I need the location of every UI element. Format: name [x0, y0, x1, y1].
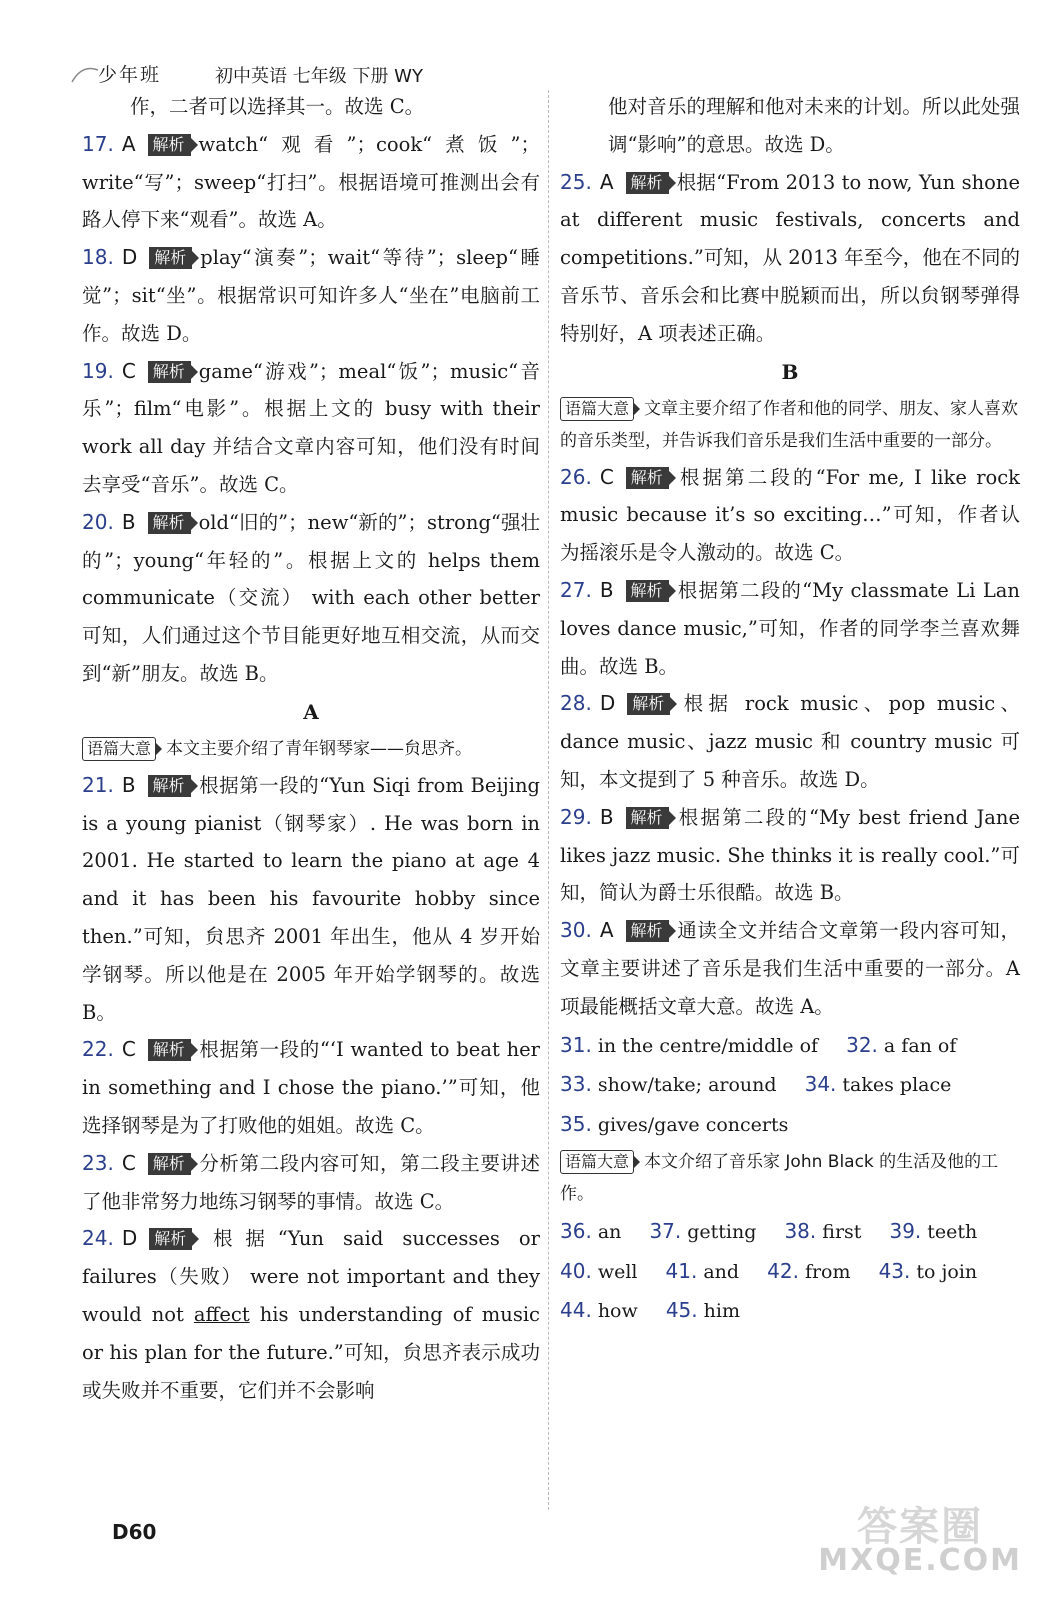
fill-row-44-45: 44. how 45. him — [560, 1298, 740, 1323]
answer-22: 22. C 解析 根据第一段的“‘I wanted to beat her in something and I chose the piano.’”可知，他选择钢琴是为了打败他的姐姐。故选 C。 — [82, 1037, 540, 1137]
brand-name: 少年班 — [98, 64, 162, 86]
answer-17: 17. A 解析 watch“观看”；cook“煮饭”；write“写”；sweep“打扫”。根据语境可推测出会有路人停下来“观看”。故选 A。 — [82, 131, 540, 232]
answer-26: 26. C 解析 根据第二段的“For me, I like rock music because it’s so exciting…”可知，作者认为摇滚乐是令人激动的。故选 C。 — [560, 464, 1020, 565]
watermark: 答案圈 MXQE.COM — [818, 1504, 1022, 1578]
fill-row-40-43: 40. well 41. and 42. from 43. to join — [560, 1258, 978, 1283]
continuation-text: 他对音乐的理解和他对未来的计划。所以此处强调“影响”的意思。故选 D。 — [608, 95, 1020, 156]
analysis-tag: 解析 — [626, 172, 669, 194]
analysis-tag: 解析 — [148, 1153, 191, 1175]
analysis-tag: 解析 — [149, 1228, 192, 1250]
left-column — [82, 88, 540, 1409]
section-heading-b: B — [781, 359, 799, 384]
analysis-tag: 解析 — [148, 775, 191, 797]
fill-row-31-32: 31. in the centre/middle of 32. a fan of — [560, 1032, 957, 1057]
analysis-tag: 解析 — [148, 361, 191, 383]
page-number: D60 — [112, 1520, 157, 1544]
analysis-tag: 解析 — [148, 134, 191, 156]
right-column — [560, 88, 1020, 1331]
page-header — [70, 60, 570, 90]
summary-tag: 语篇大意 — [82, 737, 156, 761]
header-swoosh-icon — [70, 60, 100, 88]
answer-23: 23. C 解析 分析第二段内容可知，第二段主要讲述了他非常努力地练习钢琴的事情。故选 C。 — [82, 1150, 540, 1213]
analysis-tag: 解析 — [149, 247, 192, 269]
summary-b: 语篇大意 文章主要介绍了作者和他的同学、朋友、家人喜欢的音乐类型，并告诉我们音乐是我们生活中重要的一部分。 — [560, 398, 1019, 451]
underlined-word: affect — [193, 1302, 250, 1326]
answer-27: 27. B 解析 根据第二段的“My classmate Li Lan loves dance music,”可知，作者的同学李兰喜欢舞曲。故选 B。 — [560, 577, 1020, 678]
summary-tag: 语篇大意 — [560, 397, 634, 421]
answer-30: 30. A 解析 通读全文并结合文章第一段内容可知，文章主要讲述了音乐是我们生活中重要的一部分。A 项最能概括文章大意。故选 A。 — [560, 918, 1020, 1018]
summary-c: 语篇大意 本文介绍了音乐家 John Black 的生活及他的工作。 — [560, 1152, 999, 1205]
analysis-tag: 解析 — [626, 580, 669, 602]
summary-a: 语篇大意 本文主要介绍了青年钢琴家——贠思齐。 — [82, 733, 540, 765]
analysis-tag: 解析 — [626, 920, 669, 942]
answer-29: 29. B 解析 根据第二段的“My best friend Jane likes jazz music. She thinks it is really cool.”可知，简认为爵士乐很酷。故选 B。 — [560, 804, 1020, 905]
fill-row-33-34: 33. show/take; around 34. takes place — [560, 1072, 952, 1097]
answer-25: 25. A 解析 根据“From 2013 to now, Yun shone at different music festivals, concerts and competitions.”可知，从 2013 年至今，他在不同的音乐节、音乐会和比赛中脱颖而出，所以贠钢琴弹得特别好，A 项表述正确。 — [560, 169, 1020, 345]
section-heading-a: A — [303, 699, 319, 724]
fill-row-35: 35. gives/gave concerts — [560, 1111, 789, 1136]
analysis-tag: 解析 — [148, 1039, 191, 1061]
continuation-text: 作，二者可以选择其一。故选 C。 — [130, 95, 425, 118]
answer-19: 19. C 解析 game“游戏”；meal“饭”；music“音乐”；film“电影”。根据上文的 busy with their work all day 并结合文章内容可知，他们没有时间去享受“音乐”。故选 C。 — [82, 358, 540, 496]
analysis-tag: 解析 — [626, 807, 669, 829]
analysis-tag: 解析 — [627, 693, 670, 715]
answer-24: 24. D 解析 根据“Yun said successes or failures（失败） were not important and they would not affect his understanding of music or his plan for the future.”可知，贠思齐表示成功或失败并不重要，它们并不会影响 — [82, 1226, 540, 1402]
column-divider — [548, 90, 549, 1510]
answer-21: 21. B 解析 根据第一段的“Yun Siqi from Beijing is a young pianist（钢琴家）. He was born in 2001. He started to learn the piano at age 4 and it has been his favourite hobby since then.”可知，贠思齐 2001 年出生，他从 4 岁开始学钢琴。所以他是在 2005 年开始学钢琴的。故选 B。 — [82, 772, 540, 1024]
analysis-tag: 解析 — [626, 467, 669, 489]
book-subject: 初中英语 七年级 下册 WY — [215, 66, 423, 87]
answer-18: 18. D 解析 play“演奏”；wait“等待”；sleep“睡觉”；sit“坐”。根据常识可知许多人“坐在”电脑前工作。故选 D。 — [82, 245, 540, 345]
summary-tag: 语篇大意 — [560, 1150, 634, 1174]
fill-row-36-39: 36. an 37. getting 38. first 39. teeth — [560, 1219, 978, 1244]
answer-20: 20. B 解析 old“旧的”；new“新的”；strong“强壮的”；young“年轻的”。根据上文的 helps them communicate（交流） with each other better 可知，人们通过这个节目能更好地互相交流，从而交到“新”朋友。故选 B。 — [82, 509, 540, 685]
answer-28: 28. D 解析 根据 rock music、pop music、dance music、jazz music 和 country music 可知，本文提到了 5 种音乐。故选 D。 — [560, 691, 1020, 791]
analysis-tag: 解析 — [148, 512, 191, 534]
